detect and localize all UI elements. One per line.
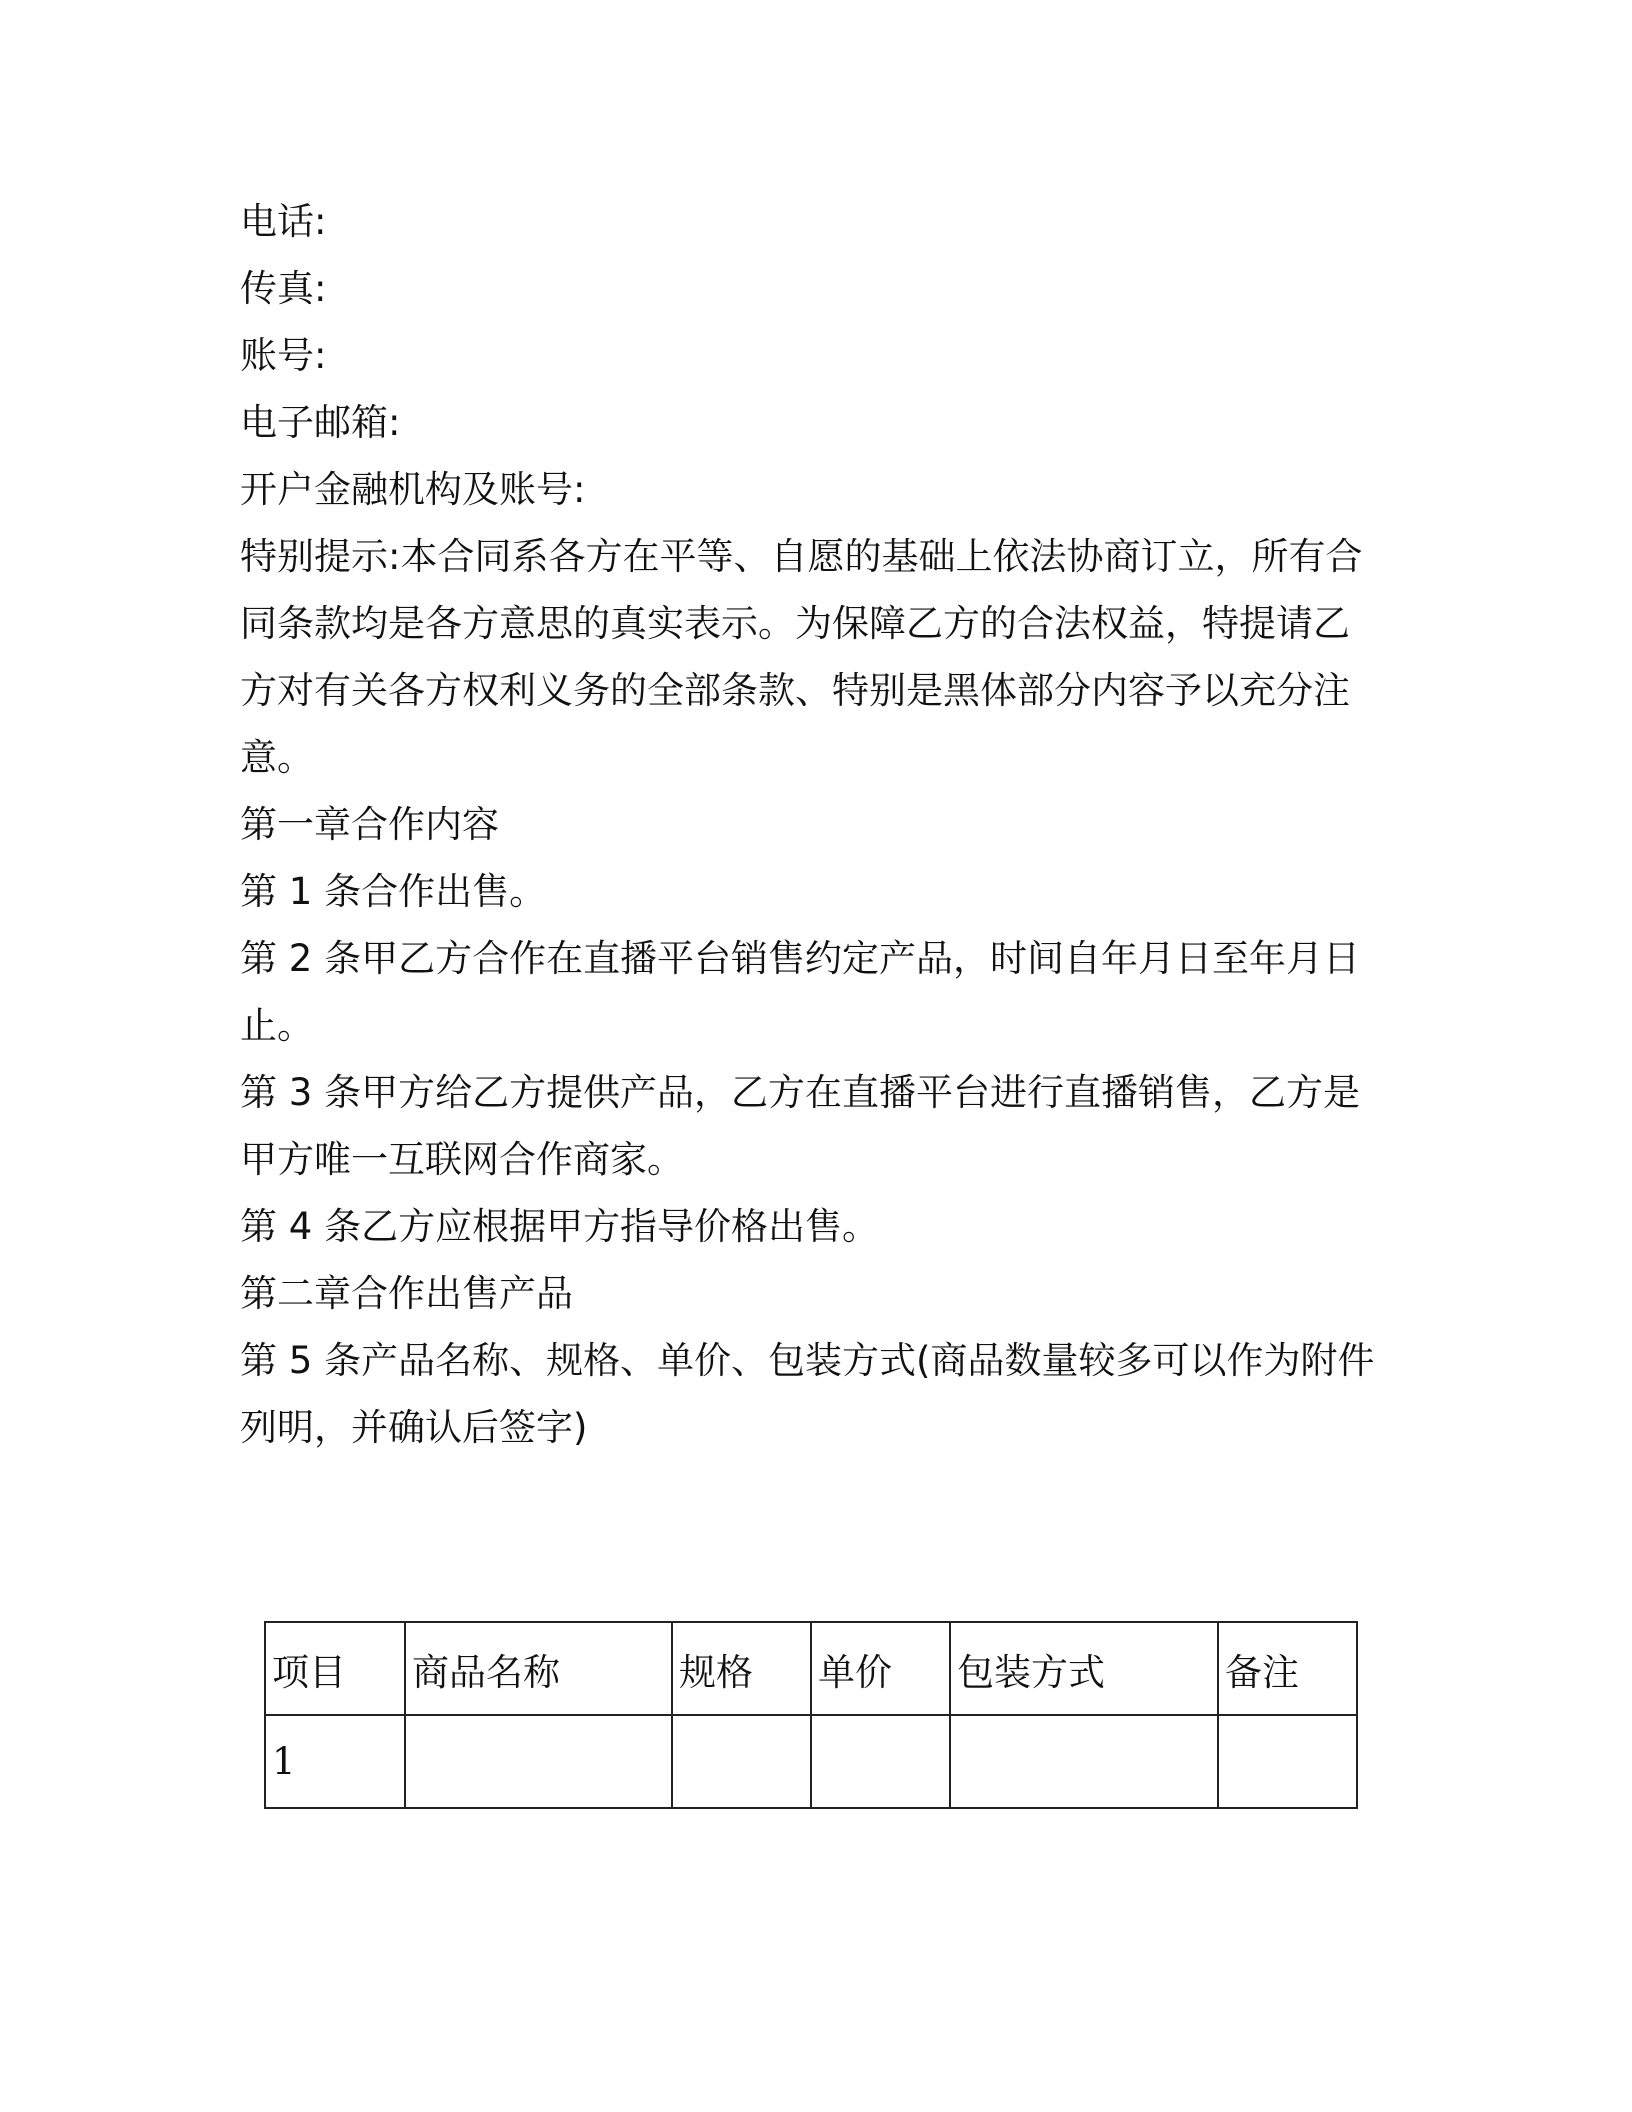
notice-line: 同条款均是各方意思的真实表示。为保障乙方的合法权益，特提请乙 (240, 602, 1350, 645)
article-5 (240, 1327, 1390, 1461)
table-cell (1218, 1715, 1357, 1808)
article-4: 第 4 条乙方应根据甲方指导价格出售。 (240, 1205, 880, 1248)
special-notice (240, 523, 1390, 791)
table-cell (950, 1715, 1218, 1808)
product-table (264, 1621, 1358, 1809)
phone-field-label: 电话: (240, 200, 327, 243)
table-header-row (265, 1622, 1357, 1715)
article-3-line: 第 3 条甲方给乙方提供产品，乙方在直播平台进行直播销售，乙方是 (240, 1071, 1361, 1114)
notice-line: 特别提示:本合同系各方在平等、自愿的基础上依法协商订立，所有合 (240, 535, 1363, 578)
fax-field-label: 传真: (240, 267, 327, 310)
header-cell-packaging: 包装方式 (950, 1622, 1218, 1715)
header-cell-item: 项目 (265, 1622, 405, 1715)
table-cell: 1 (265, 1715, 405, 1808)
chapter-1-heading: 第一章合作内容 (240, 803, 499, 846)
table-cell (672, 1715, 811, 1808)
table-cell (405, 1715, 672, 1808)
account-field-label: 账号: (240, 334, 327, 377)
header-cell-remarks: 备注 (1218, 1622, 1357, 1715)
notice-line: 意。 (240, 736, 314, 779)
bank-account-field-label: 开户金融机构及账号: (240, 468, 586, 511)
header-cell-spec: 规格 (672, 1622, 811, 1715)
header-cell-unit-price: 单价 (811, 1622, 950, 1715)
table-cell (811, 1715, 950, 1808)
chapter-2-heading: 第二章合作出售产品 (240, 1272, 573, 1315)
table-row (265, 1715, 1357, 1808)
contract-text (240, 188, 1390, 1461)
article-2-line: 第 2 条甲乙方合作在直播平台销售约定产品，时间自年月日至年月日 (240, 937, 1361, 980)
email-field-label: 电子邮箱: (240, 401, 401, 444)
article-5-line: 列明，并确认后签字) (240, 1406, 588, 1449)
article-3-line: 甲方唯一互联网合作商家。 (240, 1138, 684, 1181)
article-2-line: 止。 (240, 1004, 314, 1047)
notice-line: 方对有关各方权利义务的全部条款、特别是黑体部分内容予以充分注 (240, 669, 1350, 712)
article-1: 第 1 条合作出售。 (240, 870, 547, 913)
article-5-line: 第 5 条产品名称、规格、单价、包装方式(商品数量较多可以作为附件 (240, 1339, 1375, 1382)
article-2 (240, 925, 1390, 1059)
header-cell-product-name: 商品名称 (405, 1622, 672, 1715)
article-3 (240, 1059, 1390, 1193)
